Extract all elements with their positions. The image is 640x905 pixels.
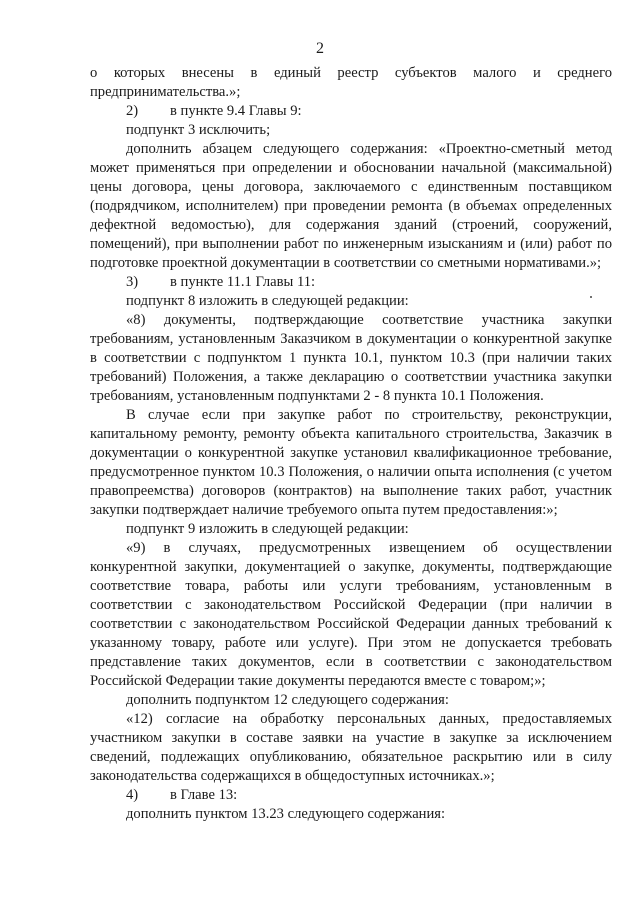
item-number: 4) (126, 787, 139, 803)
paragraph: дополнить пунктом 13.23 следующего содержания: (126, 806, 446, 822)
item-text: в пункте 11.1 Главы 11: (170, 274, 316, 290)
item-number: 2) (126, 103, 139, 119)
paragraph: дополнить подпунктом 12 следующего содержания: (126, 692, 449, 708)
paragraph: о которых внесены в единый реестр субъектов малого и среднего предпринимательства.»; (90, 65, 612, 100)
paragraph: В случае если при закупке работ по строительству, реконструкции, капитальному ремонту, ремонту объекта капитального строительства, Заказчик в документации о конкурентной закупке установил квалификационное требование, предусмотренное пунктом 10.3 Положения, о наличии опыта исполнения (с учетом правопреемства) договоров (контрактов) на выполнение таких работ, участник закупки подтверждает наличие требуемого опыта путем предоставления:»; (90, 407, 612, 518)
paragraph: «9) в случаях, предусмотренных извещением об осуществлении конкурентной закупки, документацией о закупке, документы, подтверждающие соответствие товара, работы или услуги требованиям, установленным в соответствии с законодательством Российской Федерации (при наличии в соответствии с законодательством Российской Федерации данных требований к указанному товару, работе или услуге). При этом не допускается требовать представление таких документов, если в соответствии с законодательством Российской Федерации такие документы передаются вместе с товаром;»; (90, 540, 612, 689)
numbered-item (90, 102, 612, 121)
paragraph: «12) согласие на обработку персональных данных, предоставляемых участником закупки в составе заявки на участие в закупке за исключением сведений, подлежащих опубликованию, обязательное раскрытию или в силу законодательства содержащихся в общедоступных источниках.»; (90, 711, 612, 784)
numbered-item (90, 786, 612, 805)
item-text: в Главе 13: (170, 787, 238, 803)
numbered-item (90, 273, 612, 292)
document-body (90, 64, 612, 824)
paragraph: дополнить абзацем следующего содержания: «Проектно-сметный метод может применяться при определении и обосновании начальной (максимальной) цены договора, цены договора, заключаемого с единственным поставщиком (подрядчиком, исполнителем) при проведении ремонта (в объемах определенных дефектной ведомостью), для содержания зданий (строений, сооружений, помещений), при выполнении работ по инженерным изысканиям и (или) работ по подготовке проектной документации в соответствии со сметными нормативами.»; (90, 141, 612, 271)
paragraph: подпункт 8 изложить в следующей редакции: (126, 293, 409, 309)
page-number: 2 (316, 40, 324, 57)
paragraph: «8) документы, подтверждающие соответствие участника закупки требованиям, установленным Заказчиком в документации о конкурентной закупке в соответствии с подпунктом 1 пункта 10.1, пунктом 10.3 (при наличии таких требований) Положения, а также декларацию о соответствии участника закупки требованиям, установленным подпунктами 2 - 8 пункта 10.1 Положения. (90, 312, 612, 404)
paragraph: подпункт 3 исключить; (126, 122, 271, 138)
item-number: 3) (126, 274, 139, 290)
item-text: в пункте 9.4 Главы 9: (170, 103, 302, 119)
paragraph: подпункт 9 изложить в следующей редакции: (126, 521, 409, 537)
